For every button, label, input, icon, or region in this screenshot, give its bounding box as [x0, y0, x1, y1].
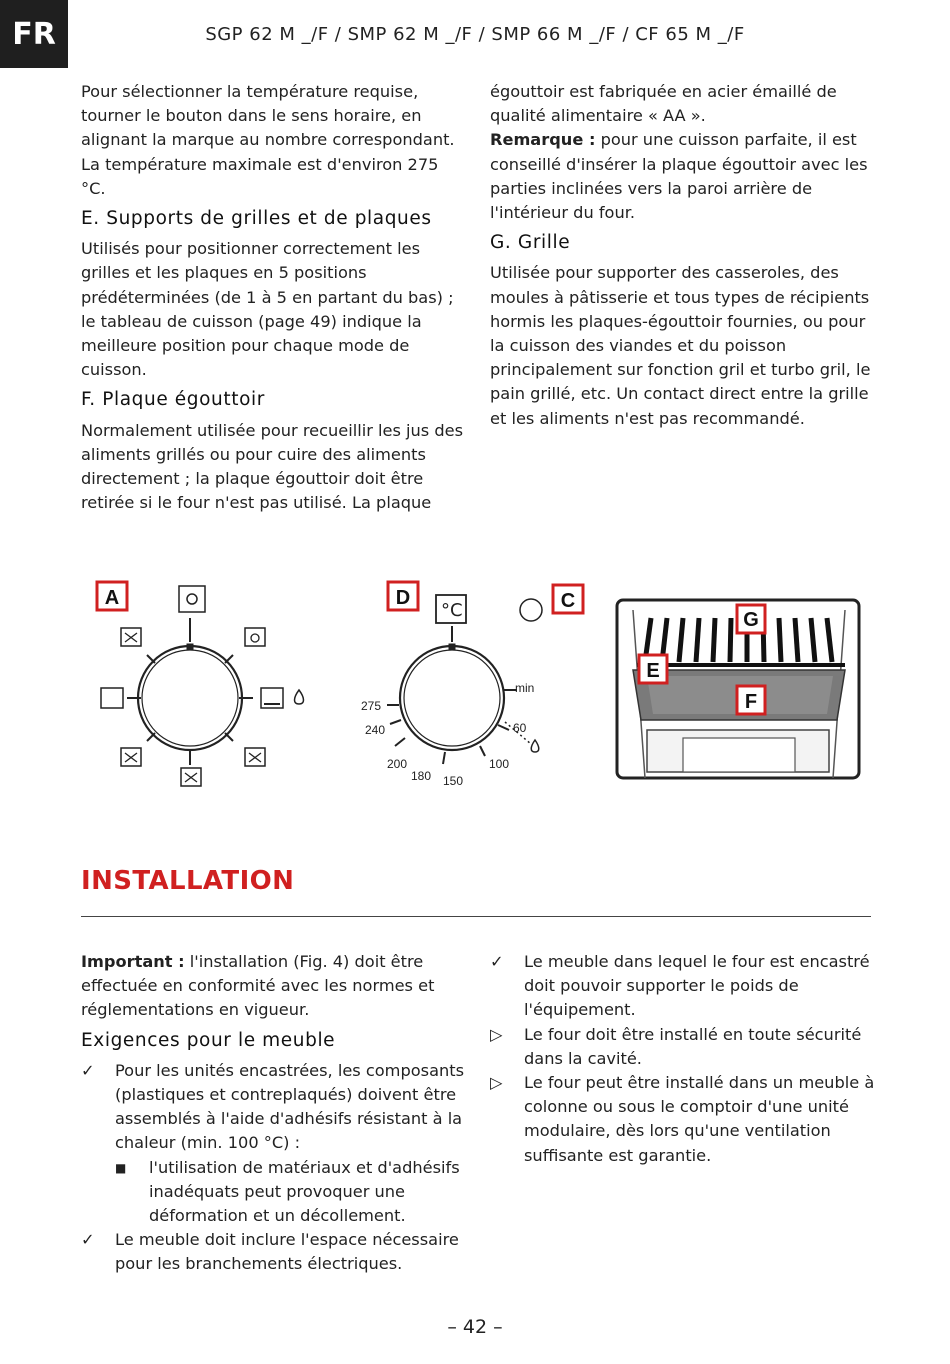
list-item: [115, 1156, 471, 1229]
heading-furniture: Exigences pour le meuble: [81, 1029, 336, 1051]
square-bullet-icon: ■: [115, 1160, 127, 1175]
list-item: [490, 1071, 875, 1168]
heading-g: G. Grille: [490, 232, 571, 254]
paragraph-g: Utilisée pour supporter des casseroles, des moules à pâtisserie et tous types de récipients hormis les plaques-égouttoir fournies, ou pour la cuisson des viandes et du poisson principalement sur fonction gril et turbo gril, le pain grillé, etc. Un contact direct entre la grille et les aliments n'est pas recommandé.: [490, 263, 871, 428]
triangle-bullet-icon: ▷: [490, 1024, 503, 1044]
scale-100: 100: [489, 757, 510, 771]
right-column-top: [490, 80, 875, 431]
section-divider: [81, 916, 871, 917]
thermostat-scale: [361, 681, 534, 788]
remark-label: Remarque :: [490, 130, 596, 150]
oven-controls-figure: [85, 570, 875, 800]
triangle-bullet-icon: ▷: [490, 1073, 503, 1093]
remark-paragraph: [490, 128, 875, 225]
function-knob: [101, 586, 304, 786]
left-column-installation: [81, 950, 471, 1277]
label-e: E: [646, 660, 660, 682]
installation-list: [490, 950, 875, 1168]
model-header: [0, 24, 950, 45]
list-item: [81, 1059, 471, 1228]
list-item: [490, 950, 875, 1023]
list-item: [81, 1228, 471, 1276]
list-item: [490, 1023, 875, 1071]
scale-275: 275: [361, 699, 382, 713]
list-item-text: Le meuble dans lequel le four est encastré doit pouvoir supporter le poids de l'équipement.: [524, 952, 870, 1020]
label-g: G: [743, 609, 759, 631]
paragraph-f: Normalement utilisée pour recueillir les jus des aliments grillés ou pour cuire des aliments directement ; la plaque égouttoir doit être retirée si le four n'est pas utilisé. La plaque: [81, 420, 464, 513]
list-item-text: Le four doit être installé en toute sécurité dans la cavité.: [524, 1024, 862, 1068]
scale-150: 150: [443, 774, 464, 788]
check-icon: ✓: [490, 952, 504, 971]
scale-180: 180: [411, 769, 432, 783]
heading-f: F. Plaque égouttoir: [81, 389, 265, 411]
label-d: D: [395, 587, 411, 609]
label-c: C: [560, 590, 576, 612]
indicator-light: [520, 599, 542, 621]
list-item-text: Le four peut être installé dans un meuble à colonne ou sous le comptoir d'une unité modulaire, dès lors qu'une ventilation suffisante est garantie.: [524, 1073, 875, 1165]
important-paragraph: [81, 950, 471, 1023]
scale-60: 60: [513, 721, 527, 735]
thermostat-knob: [387, 595, 539, 764]
temperature-paragraph: Pour sélectionner la température requise, tourner le bouton dans le sens horaire, en alignant la marque au nombre correspondant. La température maximale est d'environ 275 °C.: [81, 82, 455, 198]
label-a: A: [104, 587, 120, 609]
right-column-installation: [490, 950, 875, 1168]
section-title: INSTALLATION: [81, 866, 295, 896]
furniture-requirements-list: [81, 1059, 471, 1277]
page-number: – 42 –: [447, 1316, 503, 1338]
paragraph-e: Utilisés pour positionner correctement les grilles et les plaques en 5 positions prédéterminées (de 1 à 5 en partant du bas) ; le tableau de cuisson (page 49) indique la meilleure position pour chaque mode de cuisson.: [81, 239, 454, 380]
paragraph-f-continued: égouttoir est fabriquée en acier émaillé de qualité alimentaire « AA ».: [490, 82, 837, 126]
model-list: SGP 62 M _/F / SMP 62 M _/F / SMP 66 M _/F / CF 65 M _/F: [205, 24, 745, 45]
celsius-symbol: °C: [441, 600, 463, 621]
remark-text: pour une cuisson parfaite, il est conseillé d'insérer la plaque égouttoir avec les parties inclinées vers la paroi arrière de l'intérieur du four.: [490, 130, 868, 223]
left-column-top: [81, 80, 466, 515]
label-f: F: [744, 691, 758, 713]
scale-min: min: [515, 681, 535, 695]
heading-e: E. Supports de grilles et de plaques: [81, 208, 432, 230]
list-item-text: Pour les unités encastrées, les composants (plastiques et contreplaqués) doivent être assemblés à l'aide d'adhésifs résistant à la chaleur (min. 100 °C) :: [115, 1060, 465, 1153]
list-item-text: Le meuble doit inclure l'espace nécessaire pour les branchements électriques.: [115, 1230, 459, 1274]
sub-list: [115, 1156, 471, 1229]
check-icon: ✓: [81, 1060, 95, 1080]
important-text: l'installation (Fig. 4) doit être effectuée en conformité avec les normes et réglementations en vigueur.: [81, 952, 435, 1020]
language-code: FR: [12, 16, 56, 52]
scale-200: 200: [387, 757, 408, 771]
important-label: Important :: [81, 952, 185, 971]
scale-240: 240: [365, 723, 386, 737]
list-item-text: l'utilisation de matériaux et d'adhésifs inadéquats peut provoquer une déformation et un décollement.: [149, 1157, 460, 1226]
check-icon: ✓: [81, 1230, 95, 1250]
